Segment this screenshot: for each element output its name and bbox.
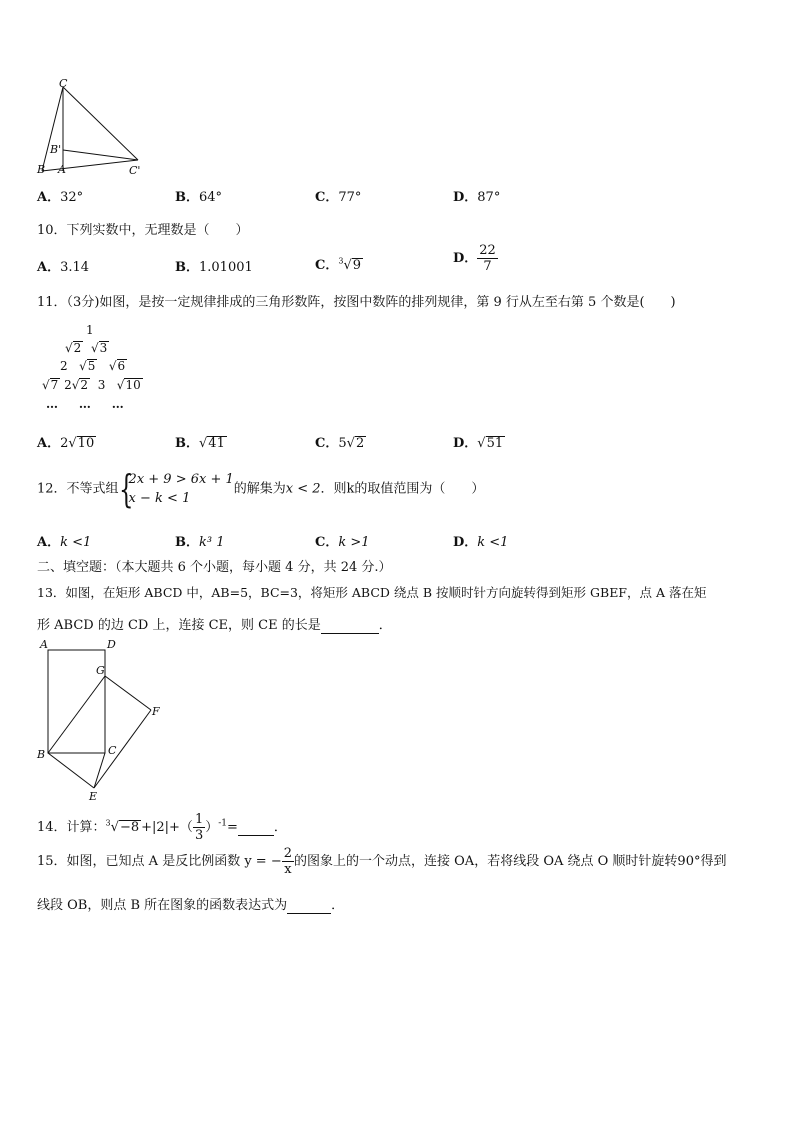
fig13-label-a: A	[40, 638, 48, 651]
fig13-label-g: G	[96, 664, 105, 677]
q9-option-b: B．64°	[175, 190, 223, 205]
q14-answer-blank[interactable]	[238, 820, 274, 836]
q11-option-d: D．√51	[453, 436, 504, 451]
q10-option-c: C．$^3$√9	[315, 256, 362, 273]
q12-option-b: B．k³ 1	[175, 535, 225, 550]
q13-line1: 13．如图，在矩形 ABCD 中，AB=5，BC=3，将矩形 ABCD 绕点 B 按顺时针方向旋转得到矩形 GBEF，点 A 落在矩	[37, 585, 707, 600]
figure-q9-triangle	[30, 78, 150, 180]
fig13-label-b: B	[37, 748, 46, 761]
q10-option-a: A．3.14	[37, 260, 90, 275]
tri-row3: 2 √5 √6	[60, 359, 126, 373]
q12-option-d: D．k <1	[453, 535, 509, 550]
q10-option-b: B．1.01001	[175, 260, 253, 275]
q11-option-b: B．√41	[175, 436, 225, 451]
q10-stem: 10．下列实数中，无理数是（ ）	[37, 223, 249, 238]
q14-stem: 14．计算：$^3$√−8 +|2|+（ $\frac{1}{3}$ ）$^{-1}$= ．	[37, 812, 287, 843]
q9-option-d: D．87°	[453, 190, 501, 205]
fig13-label-e: E	[89, 790, 98, 803]
q9-option-c: C．77°	[315, 190, 362, 205]
q11-option-c: C．5√2	[315, 436, 365, 451]
q13-answer-blank[interactable]	[321, 618, 379, 634]
fig9-label-c: C	[59, 78, 68, 90]
q15-line1: 15．如图，已知点 A 是反比例函数 y = − $\frac{2}{x}$ 的图象上的一个动点，连接 OA，若将线段 OA 绕点 O 顺时针旋转90°得到	[37, 846, 727, 877]
q11-option-a: A．2√10	[37, 436, 95, 451]
q12-option-a: A．k <1	[37, 535, 92, 550]
fig13-label-c: C	[108, 744, 117, 757]
figure-q13-rectangles	[34, 638, 164, 803]
tri-row2: √2 √3	[65, 341, 108, 355]
q11-stem: 11．（3分)如图，是按一定规律排成的三角形数阵，按图中数阵的排列规律，第 9 行从左至右第 5 个数是( )	[37, 295, 676, 310]
fig9-label-cprime: C'	[129, 164, 141, 177]
q15-line2: 线段 OB，则点 B 所在图象的函数表达式为 ．	[37, 898, 345, 913]
q9-option-a: A．32°	[37, 190, 84, 205]
tri-row1: 1	[86, 323, 94, 337]
section-2-heading: 二、填空题：（本大题共 6 个小题，每小题 4 分，共 24 分.）	[37, 560, 392, 575]
fig9-label-b: B	[37, 163, 46, 176]
fig13-label-f: F	[152, 705, 160, 718]
q12-option-c: C．k >1	[315, 535, 370, 550]
fig9-label-bprime: B'	[50, 143, 62, 156]
q12-stem: 12．不等式组 { 2x + 9 > 6x + 1 x − k < 1 的解集为x < 2．则k的取值范围为（ ）	[37, 467, 485, 511]
fig9-label-a: A	[58, 163, 66, 176]
tri-row4: √7 2√2 3 √10	[42, 378, 141, 392]
q15-answer-blank[interactable]	[287, 898, 331, 914]
tri-dots: … … …	[46, 397, 124, 411]
fig13-label-d: D	[107, 638, 116, 651]
q13-line2: 形 ABCD 的边 CD 上，连接 CE，则 CE 的长是 ．	[37, 618, 392, 633]
q10-option-d: D． $\frac{22}{7}$	[453, 243, 496, 274]
